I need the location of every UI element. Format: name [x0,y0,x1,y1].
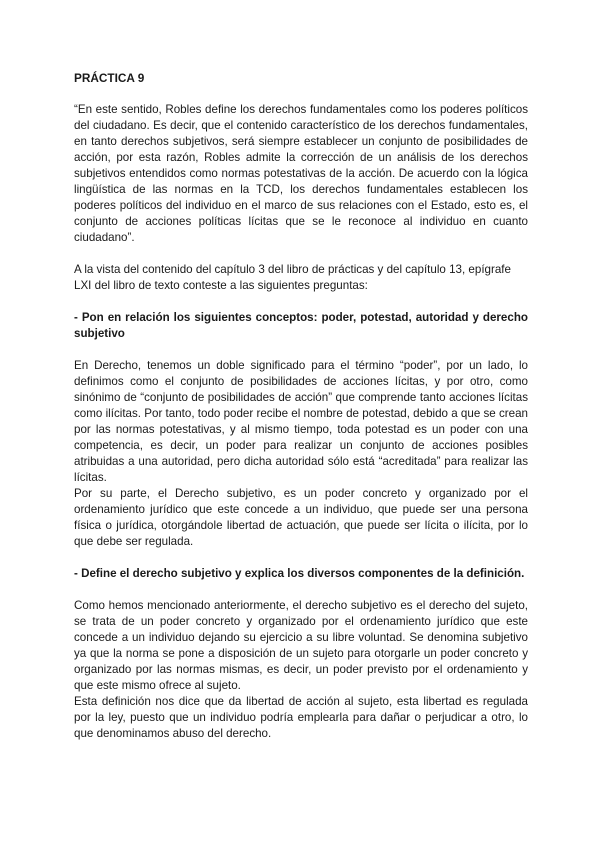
question-heading-2: - Define el derecho subjetivo y explica los diversos componentes de la definición. [74,567,525,580]
spacer [74,550,528,566]
answer-1-paragraph-1: En Derecho, tenemos un doble significado para el término “poder”, por un lado, lo definimos como el conjunto de posibilidades de acciones lícitas, y por otro, como sinónimo de “conjunto de posibilidades de acción” que comprende tanto acciones lícitas como ilícitas. Por tanto, todo poder recibe el nombre de potestad, debido a que se crean por las normas potestativas, y al mismo tiempo, toda potestad es un poder con una competencia, es decir, un poder para realizar un conjunto de acciones posibles atribuidas a una autoridad, pero dicha autoridad sólo está “acreditada” para realizar las lícitas. [74,359,528,484]
document-title: PRÁCTICA 9 [74,71,145,85]
answer-2-paragraph-2: Esta definición nos dice que da libertad de acción al sujeto, esta libertad es regulada por la ley, puesto que un individuo podría emplearla para dañar o perjudicar a otro, lo que denominamos abuso del derecho. [74,695,528,740]
question-heading-1: - Pon en relación los siguientes conceptos: poder, potestad, autoridad y derecho subjetivo [74,311,528,340]
document-page [74,70,528,742]
quote-paragraph: “En este sentido, Robles define los derechos fundamentales como los poderes políticos del ciudadano. Es decir, que el contenido característico de los derechos fundamentales, en tanto derechos subjetivos, será siempre establecer un conjunto de posibilidades de acción, por esta razón, Robles admite la corrección de un análisis de los derechos subjetivos entendidos como normas potestativas de la acción. De acuerdo con la lógica lingüística de las normas en la TCD, los derechos fundamentales establecen los poderes políticos del individuo en el marco de sus relaciones con el Estado, esto es, el conjunto de acciones políticas lícitas que se le reconoce al individuo en cuanto ciudadano”. [74,103,528,244]
intro-paragraph: A la vista del contenido del capítulo 3 del libro de prácticas y del capítulo 13, epígrafe LXI del libro de texto conteste a las siguientes preguntas: [74,263,511,292]
answer-2-paragraph-1: Como hemos mencionado anteriormente, el derecho subjetivo es el derecho del sujeto, se trata de un poder concreto y organizado por el ordenamiento jurídico que este concede a un individuo dejando su ejercicio a su libre voluntad. Se denomina subjetivo ya que la norma se pone a disposición de un sujeto para otorgarle un poder concreto y organizado por las normas mismas, es decir, un poder previsto por el ordenamiento y que este mismo ofrece al sujeto. [74,599,528,692]
answer-1-paragraph-2: Por su parte, el Derecho subjetivo, es un poder concreto y organizado por el ordenamiento jurídico que este concede a un individuo, que puede ser una persona física o jurídica, otorgándole libertad de actuación, que puede ser lícita o ilícita, por lo que debe ser regulada. [74,487,528,548]
